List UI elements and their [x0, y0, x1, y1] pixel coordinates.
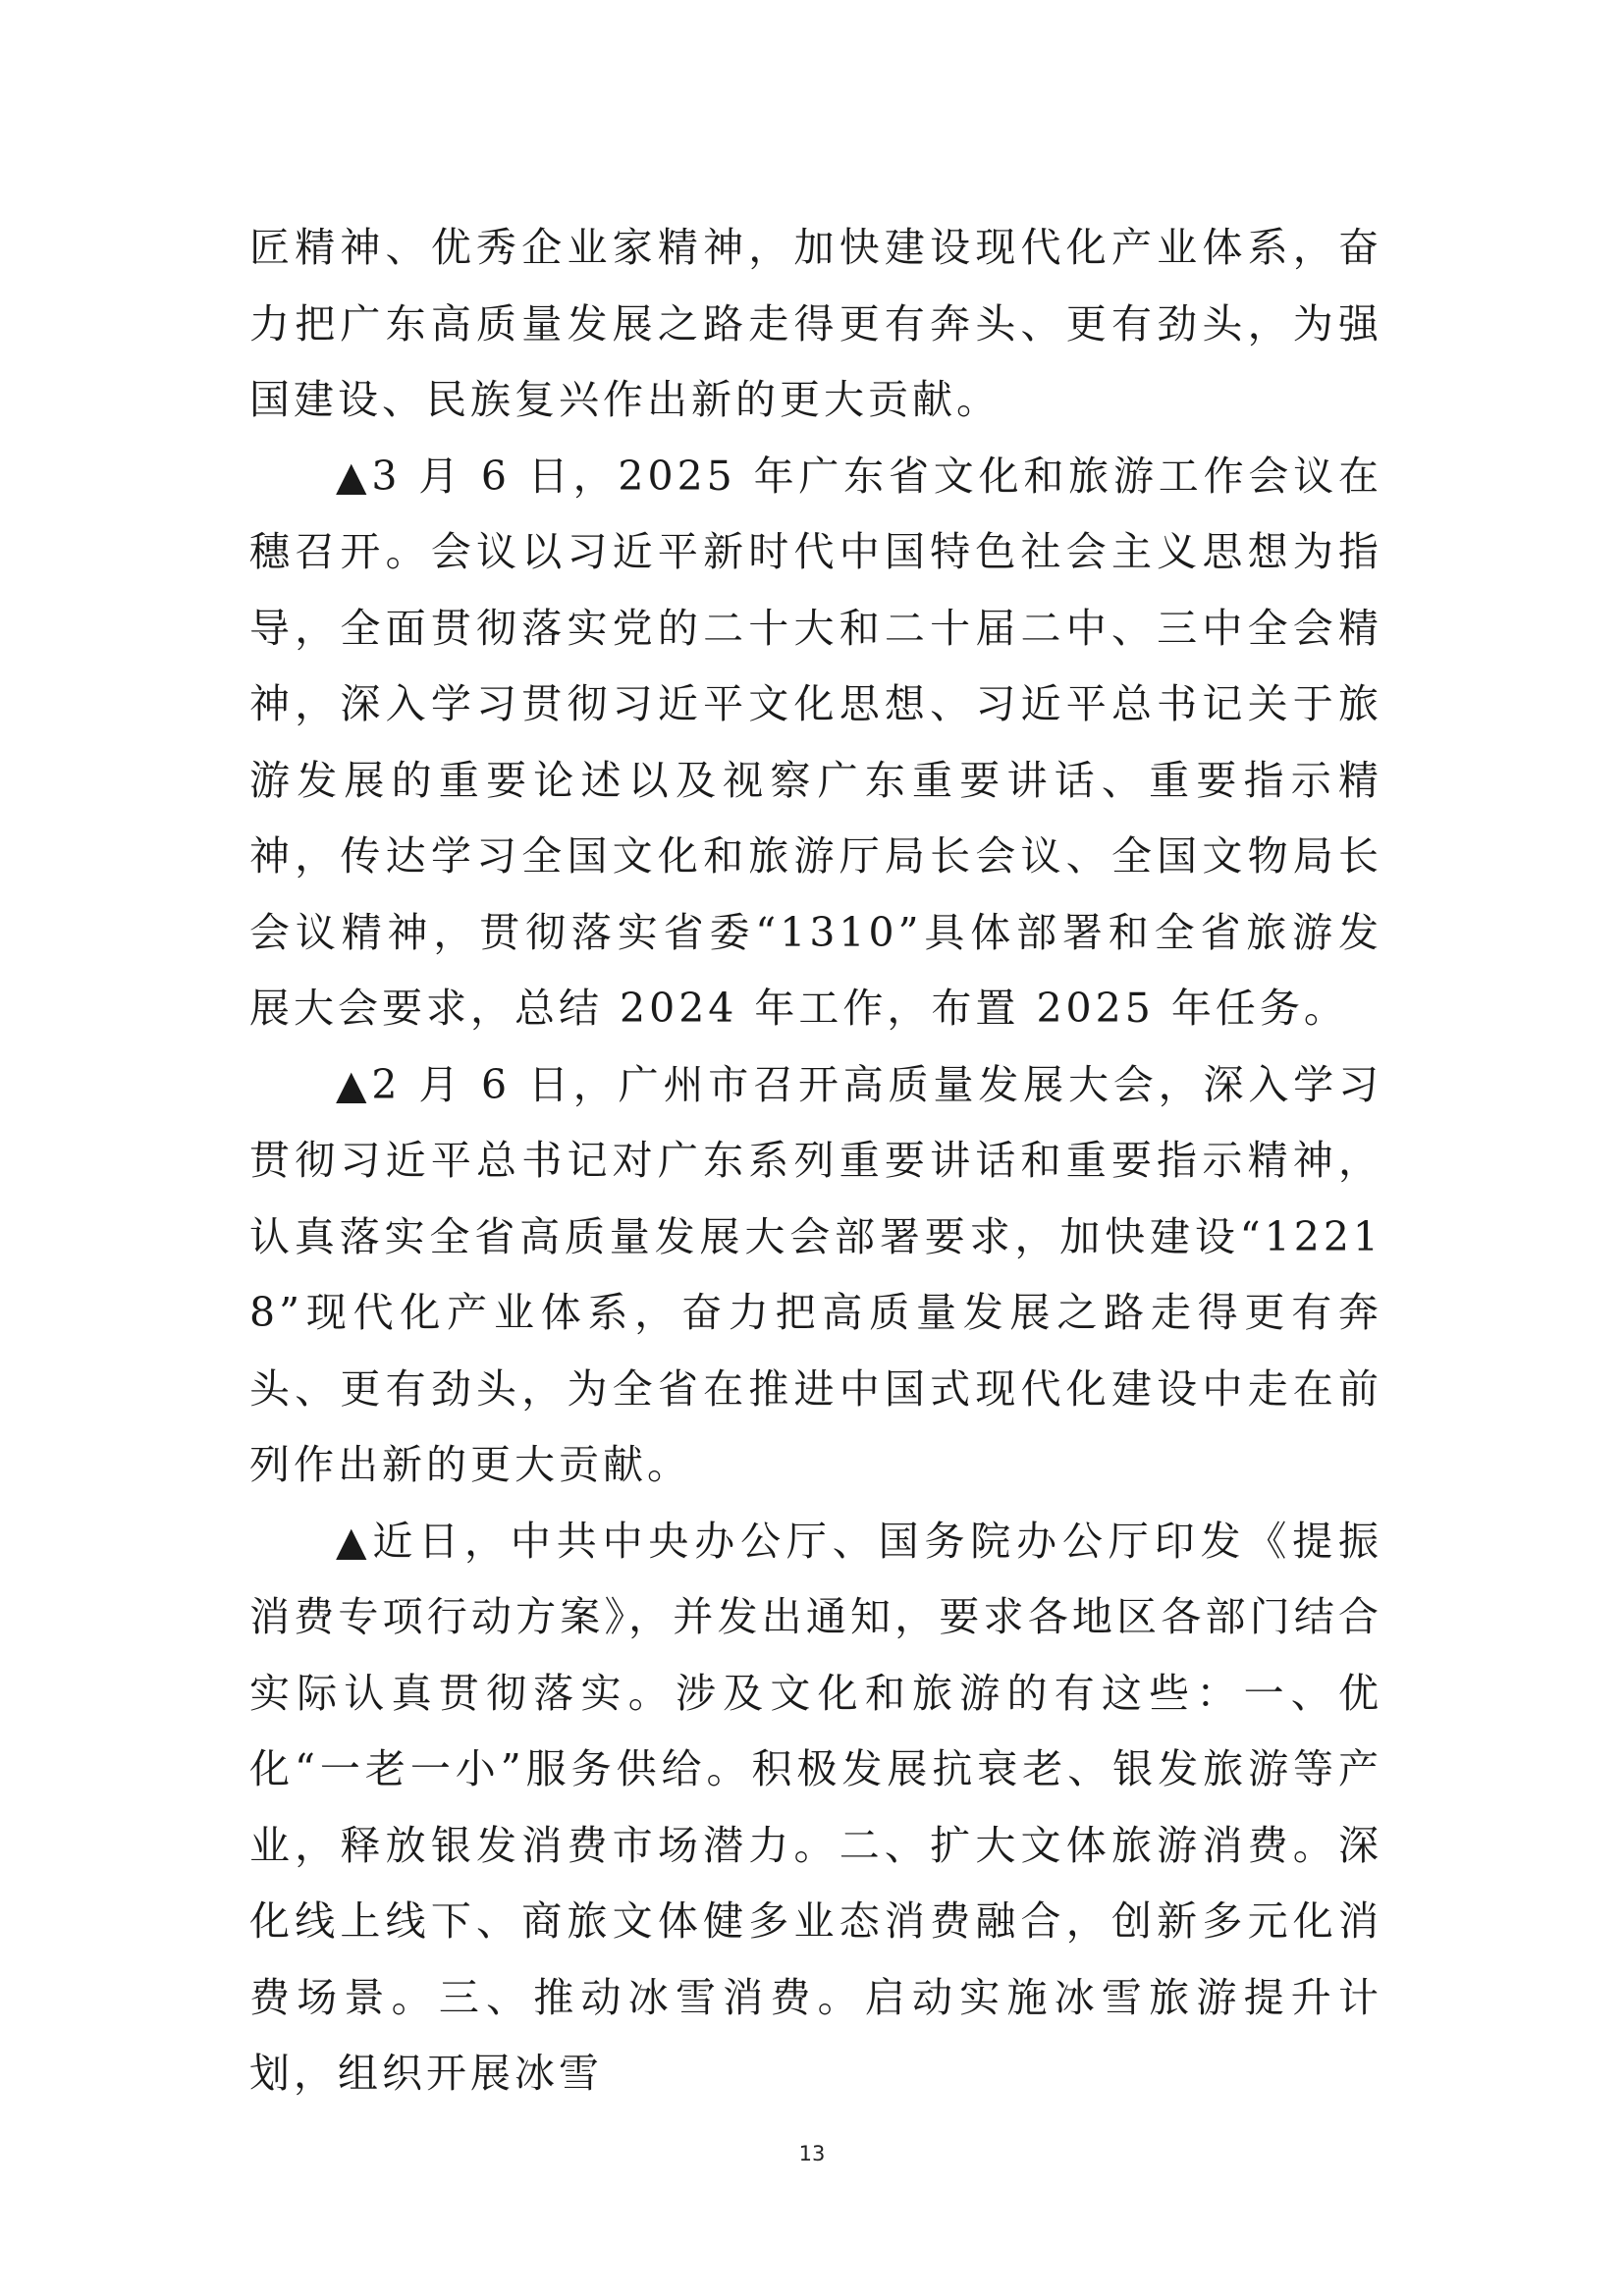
paragraph-consumption-action-plan: ▲近日，中共中央办公厅、国务院办公厅印发《提振消费专项行动方案》，并发出通知，要求各地区各部门结合实际认真贯彻落实。涉及文化和旅游的有这些：一、优化“一老一小”服务供给。积极发展抗衰老、银发旅游等产业，释放银发消费市场潜力。二、扩大文体旅游消费。深化线上线下、商旅文体健多业态消费融合，创新多元化消费场景。三、推动冰雪消费。启动实施冰雪旅游提升计划，组织开展冰雪 [249, 1517, 1382, 2097]
page-number: 13 [798, 2142, 826, 2165]
paragraph-guangdong-culture-tourism-meeting: ▲3 月 6 日，2025 年广东省文化和旅游工作会议在穗召开。会议以习近平新时代中国特色社会主义思想为指导，全面贯彻落实党的二十大和二十届二中、三中全会精神，深入学习贯彻习近平文化思想、习近平总书记关于旅游发展的重要论述以及视察广东重要讲话、重要指示精神，传达学习全国文化和旅游厅局长会议、全国文物局长会议精神，贯彻落实省委“1310”具体部署和全省旅游发展大会要求，总结 2024 年工作，布置 2025 年任务。 [249, 452, 1382, 1032]
paragraph-guangzhou-development-conference: ▲2 月 6 日，广州市召开高质量发展大会，深入学习贯彻习近平总书记对广东系列重要讲话和重要指示精神，认真落实全省高质量发展大会部署要求，加快建设“12218”现代化产业体系，奋力把高质量发展之路走得更有奔头、更有劲头，为全省在推进中国式现代化建设中走在前列作出新的更大贡献。 [249, 1060, 1382, 1488]
body-text [249, 210, 1382, 2112]
paragraph-continuation: 匠精神、优秀企业家精神，加快建设现代化产业体系，奋力把广东高质量发展之路走得更有奔头、更有劲头，为强国建设、民族复兴作出新的更大贡献。 [249, 224, 1382, 423]
